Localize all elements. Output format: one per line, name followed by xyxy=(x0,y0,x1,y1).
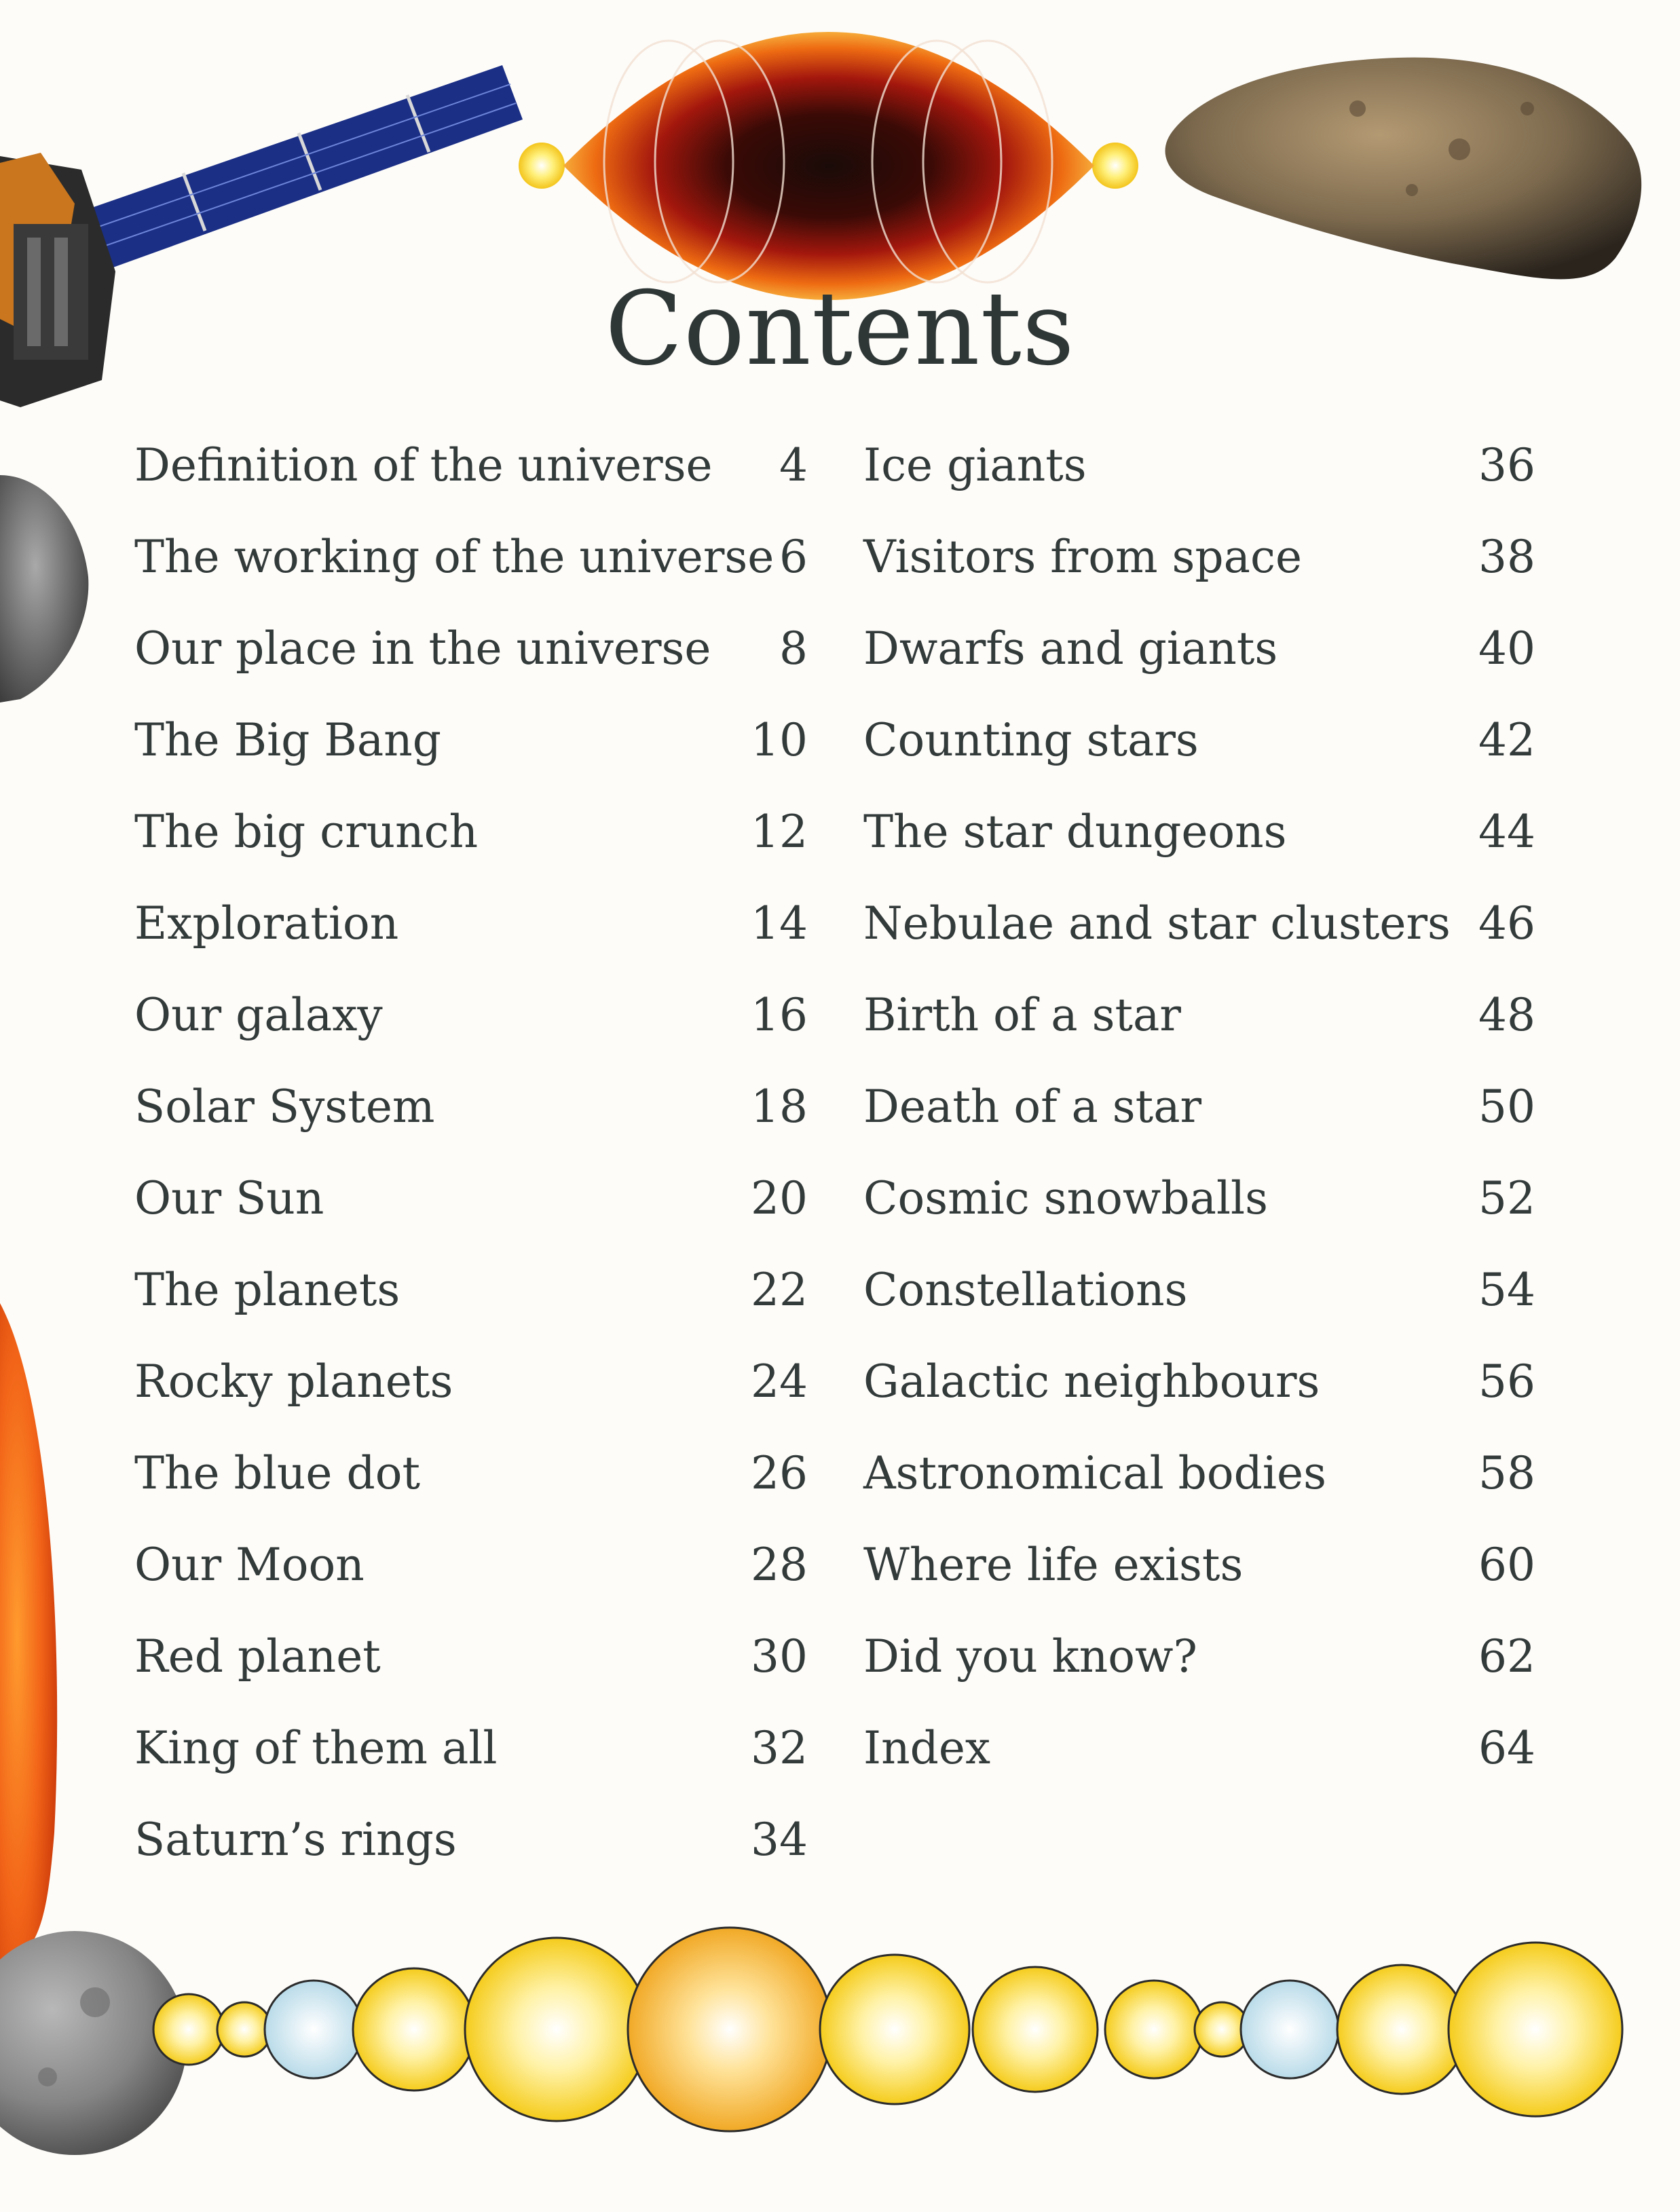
toc-entry-title: Counting stars xyxy=(863,714,1199,766)
toc-entry[interactable] xyxy=(863,1061,1535,1152)
toc-entry-page: 4 xyxy=(779,439,808,491)
toc-entry-title: Exploration xyxy=(134,897,399,950)
toc-entry[interactable] xyxy=(134,1611,808,1702)
toc-entry-title: Visitors from space xyxy=(863,531,1303,583)
toc-entry-page: 32 xyxy=(751,1722,808,1774)
toc-entry-page: 24 xyxy=(751,1355,808,1408)
toc-entry-title: Dwarfs and giants xyxy=(863,622,1278,675)
sun-edge-icon xyxy=(0,1303,57,1968)
toc-entry-page: 42 xyxy=(1478,714,1535,766)
toc-entry[interactable] xyxy=(134,694,808,786)
toc-entry[interactable] xyxy=(863,1519,1535,1611)
toc-entry[interactable] xyxy=(134,969,808,1061)
toc-entry[interactable] xyxy=(863,419,1535,511)
toc-entry-page: 40 xyxy=(1478,622,1535,675)
toc-entry-title: The planets xyxy=(134,1264,400,1316)
toc-entry-title: Constellations xyxy=(863,1264,1188,1316)
toc-entry[interactable] xyxy=(134,1519,808,1611)
toc-entry-page: 44 xyxy=(1478,806,1535,858)
toc-entry-page: 6 xyxy=(779,531,808,583)
toc-entry[interactable] xyxy=(134,603,808,694)
toc-entry-page: 30 xyxy=(751,1630,808,1683)
toc-entry-page: 10 xyxy=(751,714,808,766)
toc-left-column xyxy=(134,419,808,1886)
toc-entry-title: Our place in the universe xyxy=(134,622,711,675)
toc-entry-page: 62 xyxy=(1478,1630,1535,1683)
toc-entry-page: 22 xyxy=(751,1264,808,1316)
toc-entry-title: Cosmic snowballs xyxy=(863,1172,1269,1224)
toc-entry-title: Birth of a star xyxy=(863,989,1181,1041)
toc-entry-title: Red planet xyxy=(134,1630,381,1683)
toc-entry-title: The big crunch xyxy=(134,806,479,858)
toc-entry-page: 8 xyxy=(779,622,808,675)
toc-entry-title: Our Moon xyxy=(134,1539,365,1591)
toc-entry-title: Solar System xyxy=(134,1081,435,1133)
toc-entry-page: 50 xyxy=(1478,1081,1535,1133)
toc-entry-title: Did you know? xyxy=(863,1630,1197,1683)
toc-entry-title: The Big Bang xyxy=(134,714,442,766)
toc-entry-page: 12 xyxy=(751,806,808,858)
toc-entry-title: Nebulae and star clusters xyxy=(863,897,1451,950)
toc-entry[interactable] xyxy=(134,1427,808,1519)
toc-entry[interactable] xyxy=(134,1336,808,1427)
toc-entry-page: 20 xyxy=(751,1172,808,1224)
toc-entry-title: Rocky planets xyxy=(134,1355,453,1408)
toc-entry[interactable] xyxy=(134,511,808,603)
toc-entry-page: 34 xyxy=(751,1814,808,1866)
toc-entry-page: 56 xyxy=(1478,1355,1535,1408)
toc-entry-page: 14 xyxy=(751,897,808,950)
toc-entry-page: 64 xyxy=(1478,1722,1535,1774)
toc-entry-page: 46 xyxy=(1478,897,1535,950)
toc-entry-title: Our Sun xyxy=(134,1172,324,1224)
toc-entry-page: 48 xyxy=(1478,989,1535,1041)
toc-entry[interactable] xyxy=(863,1611,1535,1702)
toc-entry-title: Ice giants xyxy=(863,439,1087,491)
toc-entry[interactable] xyxy=(134,1702,808,1794)
toc-entry-title: The blue dot xyxy=(134,1447,420,1499)
toc-entry[interactable] xyxy=(863,1244,1535,1336)
toc-entry-title: Galactic neighbours xyxy=(863,1355,1320,1408)
big-bang-illustration xyxy=(519,32,1138,300)
star-chain-illustration xyxy=(153,1928,1622,2131)
toc-entry[interactable] xyxy=(134,419,808,511)
toc-entry[interactable] xyxy=(863,878,1535,969)
toc-entry[interactable] xyxy=(863,603,1535,694)
toc-entry[interactable] xyxy=(863,1427,1535,1519)
toc-entry[interactable] xyxy=(863,511,1535,603)
toc-entry-title: The star dungeons xyxy=(863,806,1287,858)
toc-entry[interactable] xyxy=(863,786,1535,878)
toc-entry-page: 26 xyxy=(751,1447,808,1499)
toc-right-column xyxy=(863,419,1535,1794)
toc-entry-title: Index xyxy=(863,1722,991,1774)
toc-entry-title: Astronomical bodies xyxy=(863,1447,1326,1499)
toc-entry[interactable] xyxy=(863,694,1535,786)
toc-entry-page: 16 xyxy=(751,989,808,1041)
rocky-fragment-icon xyxy=(0,475,88,702)
toc-entry-title: Where life exists xyxy=(863,1539,1244,1591)
toc-entry-title: Our galaxy xyxy=(134,989,383,1041)
toc-entry-page: 54 xyxy=(1478,1264,1535,1316)
toc-entry[interactable] xyxy=(134,1244,808,1336)
toc-entry-title: Death of a star xyxy=(863,1081,1202,1133)
toc-entry-page: 38 xyxy=(1478,531,1535,583)
toc-entry[interactable] xyxy=(134,786,808,878)
toc-entry-page: 28 xyxy=(751,1539,808,1591)
toc-entry-page: 52 xyxy=(1478,1172,1535,1224)
toc-entry[interactable] xyxy=(863,1336,1535,1427)
toc-entry[interactable] xyxy=(863,1702,1535,1794)
toc-entry-page: 36 xyxy=(1478,439,1535,491)
toc-entry-title: The working of the universe xyxy=(134,531,774,583)
toc-entry[interactable] xyxy=(134,1061,808,1152)
asteroid-icon xyxy=(1165,58,1642,280)
toc-entry[interactable] xyxy=(863,969,1535,1061)
toc-entry[interactable] xyxy=(863,1152,1535,1244)
toc-entry-title: Definition of the universe xyxy=(134,439,713,491)
toc-entry-page: 18 xyxy=(751,1081,808,1133)
toc-entry-title: King of them all xyxy=(134,1722,498,1774)
toc-entry[interactable] xyxy=(134,878,808,969)
toc-entry[interactable] xyxy=(134,1794,808,1886)
toc-entry[interactable] xyxy=(134,1152,808,1244)
toc-entry-title: Saturn’s rings xyxy=(134,1814,457,1866)
toc-entry-page: 58 xyxy=(1478,1447,1535,1499)
page-title: Contents xyxy=(605,270,1075,388)
toc-entry-page: 60 xyxy=(1478,1539,1535,1591)
